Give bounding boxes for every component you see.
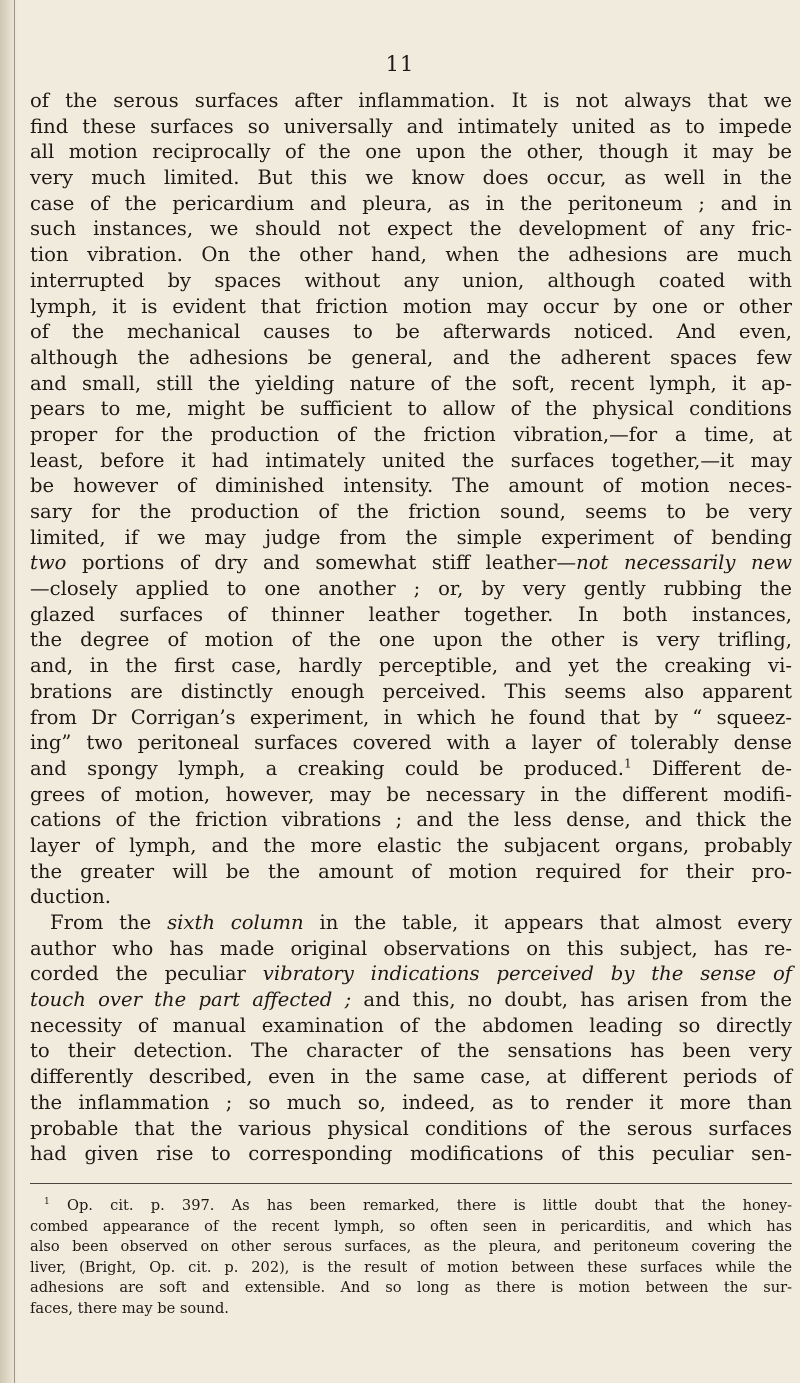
text-line: layer of lymph, and the more elastic the subjacent organs, probably [30, 833, 792, 857]
text-line [30, 910, 792, 936]
italic-text: not necessarily new [576, 551, 793, 575]
italic-text: sixth column [167, 911, 304, 934]
text-line: lymph, it is evident that friction motion may occur by one or other [30, 294, 792, 318]
text-run: and spongy lymph, a creaking could be produced. [30, 756, 624, 780]
italic-text: two [30, 551, 67, 575]
text-line: to their detection. The character of the sensations has been very [30, 1039, 792, 1063]
text-line: limited, if we may judge from the simple experiment of bending [30, 525, 792, 549]
text-line: the greater will be the amount of motion required for their pro- [30, 859, 792, 883]
text-run: portions of dry and somewhat stiff leather— [66, 551, 577, 575]
text-line [30, 550, 792, 576]
text-line: interrupted by spaces without any union, although coated with [30, 268, 792, 292]
text-run: corded the peculiar [30, 962, 263, 986]
text-line: glazed surfaces of thinner leather together. In both instances, [30, 602, 792, 626]
page-number: 11 [385, 52, 415, 76]
text-line: and small, still the yielding nature of the soft, recent lymph, it ap- [30, 371, 792, 395]
text-line: case of the pericardium and pleura, as in the peritoneum ; and in [30, 191, 792, 215]
text-line: probable that the various physical conditions of the serous surfaces [30, 1116, 792, 1140]
text-line: cations of the friction vibrations ; and the less dense, and thick the [30, 808, 792, 832]
text-line: proper for the production of the friction vibration,—for a time, at [30, 422, 792, 446]
text-line: and, in the first case, hardly perceptible, and yet the creaking vi- [30, 654, 792, 678]
footnote-divider [30, 1183, 792, 1184]
text-line: grees of motion, however, may be necessary in the different modifi- [30, 782, 792, 806]
text-line: author who has made original observations on this subject, has re- [30, 936, 792, 960]
text-run: and this, no doubt, has arisen from the [351, 988, 792, 1012]
page-gutter-shadow [0, 0, 18, 1383]
text-line: necessity of manual examination of the abdomen leading so directly [30, 1013, 792, 1037]
text-line: least, before it had intimately united the surfaces together,—it may [30, 448, 792, 472]
footnote-line: adhesions are soft and extensible. And so long as there is motion between the sur- [30, 1279, 792, 1297]
text-line: sary for the production of the friction sound, seems to be very [30, 500, 792, 523]
text-line: the inflammation ; so much so, indeed, as to render it more than [30, 1090, 792, 1114]
footnote-line [30, 1196, 792, 1217]
footnote-marker: 1 [44, 1197, 50, 1208]
text-line: ing” two peritoneal surfaces covered with a layer of tolerably dense [30, 731, 792, 755]
text-line [30, 756, 792, 782]
text-line: all motion reciprocally of the one upon the other, though it may be [30, 140, 792, 164]
footnote-line: also been observed on other serous surfaces, as the pleura, and peritoneum covering the [30, 1238, 792, 1256]
text-line: from Dr Corrigan’s experiment, in which he found that by “ squeez- [30, 705, 792, 729]
text-line: duction. [30, 885, 111, 909]
text-line: find these surfaces so universally and intimately united as to impede [30, 114, 792, 138]
text-line [30, 987, 792, 1013]
text-line: tion vibration. On the other hand, when the adhesions are much [30, 243, 792, 267]
text-line: brations are distinctly enough perceived. This seems also apparent [30, 679, 792, 703]
text-line: had given rise to corresponding modifications of this peculiar sen- [30, 1142, 792, 1166]
text-line: pears to me, might be sufficient to allow of the physical conditions [30, 397, 792, 421]
footnote-line: liver, (Bright, Op. cit. p. 202), is the result of motion between these surfaces while the [30, 1258, 792, 1276]
binding-edge [14, 0, 15, 1383]
body-text [30, 88, 792, 1167]
footnote-reference: 1 [623, 756, 632, 771]
text-run: Op. cit. p. 397. As has been remarked, there is little doubt that the honey- [49, 1197, 792, 1214]
text-line: the degree of motion of the one upon the other is very trifling, [30, 628, 792, 652]
text-line: such instances, we should not expect the development of any fric- [30, 217, 792, 241]
text-run: Different de- [631, 756, 792, 780]
paragraph-2 [30, 910, 792, 1167]
text-line: be however of diminished intensity. The amount of motion neces- [30, 474, 792, 498]
italic-text: touch over the part affected ; [30, 988, 352, 1012]
footnote-line: combed appearance of the recent lymph, so often seen in pericarditis, and which has [30, 1217, 792, 1235]
text-run: in the table, it appears that almost every [303, 911, 792, 934]
text-line [30, 961, 792, 987]
text-line: differently described, even in the same case, at different periods of [30, 1065, 792, 1089]
text-line: although the adhesions be general, and the adherent spaces few [30, 345, 792, 369]
text-line: of the serous surfaces after inflammation. It is not always that we [30, 89, 792, 112]
footnote [30, 1196, 792, 1320]
paragraph-1 [30, 88, 792, 910]
text-line: of the mechanical causes to be afterwards noticed. And even, [30, 320, 792, 344]
italic-text: vibratory indications perceived by the sense of [262, 962, 792, 986]
text-line: —closely applied to one another ; or, by very gently rubbing the [30, 577, 792, 601]
footnote-line: faces, there may be sound. [30, 1299, 229, 1317]
text-run: From the [50, 911, 168, 934]
text-line: very much limited. But this we know does occur, as well in the [30, 166, 792, 190]
